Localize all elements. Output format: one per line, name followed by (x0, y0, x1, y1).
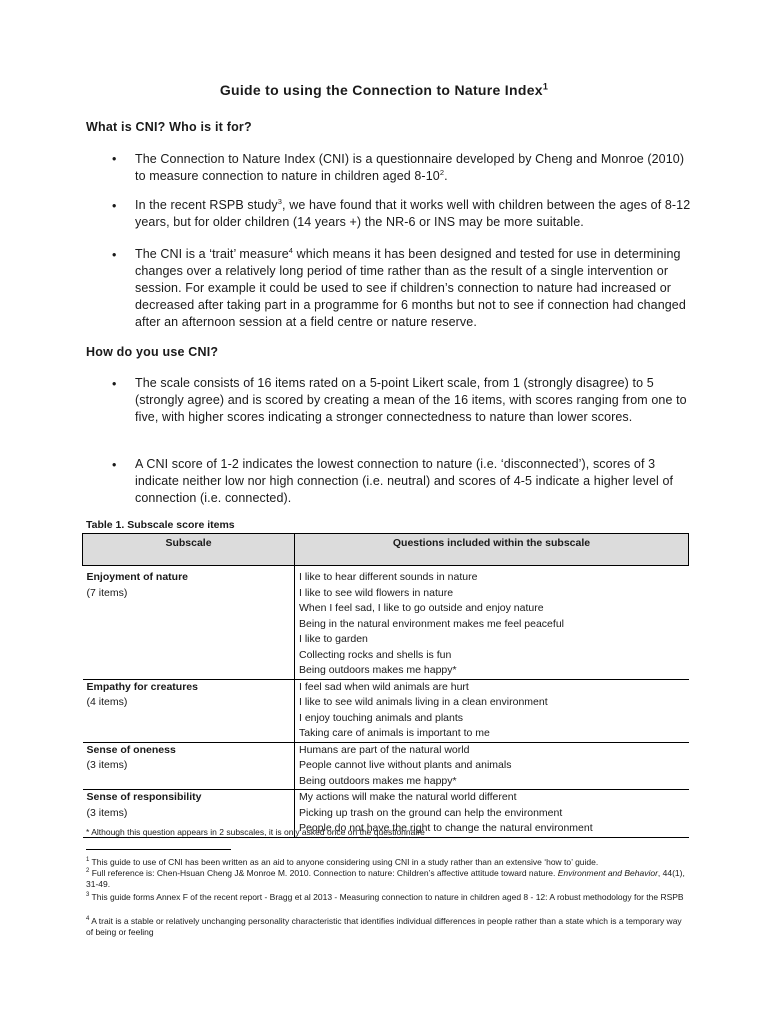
title-text: Guide to using the Connection to Nature Index (219, 82, 543, 98)
footnote-ref: 4 (288, 245, 294, 255)
question-item: My actions will make the natural world different (299, 791, 517, 803)
question-item: Picking up trash on the ground can help the environment (299, 806, 563, 819)
header-questions: Questions included within the subscale (295, 534, 689, 566)
question-item: Taking care of animals is important to me (299, 727, 490, 739)
table-note: * Although this question appears in 2 subscales, it is only asked once on the questionnaire (86, 827, 425, 837)
subscale-name: Sense of responsibility (86, 791, 202, 803)
question-item: People cannot live without plants and animals (299, 759, 512, 771)
question-item: People do not have the right to change the natural environment (299, 822, 593, 834)
question-item: Collecting rocks and shells is fun (299, 648, 452, 661)
subscale-count: (4 items) (86, 696, 128, 708)
title-footnote-ref: 1 (542, 81, 549, 92)
question-item: Being outdoors makes me happy* (299, 774, 457, 787)
subscale-count: (3 items) (86, 806, 128, 819)
table-header-row (83, 534, 689, 566)
bullet-text-age-range: In the recent RSPB study$^3$, we have found that it works well with children between the ages of 8-12 years, but for older children (14 years +) the NR-6 or INS may be more suitable. (135, 196, 691, 229)
footnote-ref: 3 (277, 196, 283, 206)
footnote-2: $^2$ Full reference is: Chen-Hsuan Cheng J& Monroe M. 2010. Connection to nature: Children’s affective attitude toward nature. Environment and Behavior, 44(1), 31-49. (86, 868, 685, 889)
footnote-ref: 2 (439, 167, 445, 177)
bullet-text-score-meaning: A CNI score of 1-2 indicates the lowest connection to nature (i.e. ‘disconnected’), scores of 3 indicate neither low nor high connection (i.e. neutral) and scores of 4-5 indicate a higher level of connection (i.e. connected). (135, 457, 674, 505)
question-item: Being outdoors makes me happy* (299, 664, 457, 676)
subscale-cell (83, 570, 295, 679)
subscale-cell (83, 679, 295, 742)
table-row (83, 570, 689, 679)
table-caption: Table 1. Subscale score items (86, 519, 235, 531)
footnote-1: $^1$ This guide to use of CNI has been written as an aid to anyone considering using CNI in a study rather than an extensive ‘how to’ guide. (86, 857, 599, 867)
questions-cell (295, 570, 689, 679)
header-subscale: Subscale (83, 534, 295, 566)
subscale-cell (83, 742, 295, 790)
bullet-marker: • (112, 152, 117, 166)
bullet-marker: • (112, 248, 117, 262)
table-row (83, 742, 689, 790)
subscale-name: Enjoyment of nature (86, 571, 189, 583)
question-item: I like to see wild animals living in a clean environment (299, 696, 548, 708)
question-item: I like to garden (299, 633, 368, 645)
subscale-name: Sense of oneness (86, 743, 176, 756)
subscale-name: Empathy for creatures (86, 680, 198, 693)
footnote-3: $^3$ This guide forms Annex F of the recent report - Bragg et al 2013 - Measuring connection to nature in children aged 8 - 12: A robust methodology for the RSPB (86, 892, 684, 902)
footnote-4: $^4$ A trait is a stable or relatively unchanging personality characteristic that identifies individual differences in people rather than a state which is a temporary way of being or feeling (86, 916, 682, 937)
bullet-text-trait-measure: The CNI is a ‘trait’ measure$^4$ which means it has been designed and tested for use in determining changes over a relatively long period of time rather than as the result of a single intervention or session. For example it could be used to see if children’s connection to nature had increased or decreased after taking part in a programme for 6 months but not to see if connection had changed after an afternoon session at a field centre or nature reserve. (135, 245, 686, 329)
footnote-divider (86, 849, 231, 850)
section-heading-how-to-use: How do you use CNI? (86, 345, 219, 359)
bullet-text-cni-definition: The Connection to Nature Index (CNI) is a questionnaire developed by Cheng and Monroe (2010) to measure connection to nature in children aged $8-10^2$. (135, 152, 685, 183)
bullet-marker: • (112, 199, 117, 213)
section-heading-what-is-cni: What is CNI? Who is it for? (86, 120, 252, 134)
question-item: I like to hear different sounds in nature (299, 571, 478, 583)
questions-cell (295, 679, 689, 742)
bullet-marker: • (112, 377, 117, 391)
subscale-count: (7 items) (86, 586, 128, 599)
question-item: I like to see wild flowers in nature (299, 586, 454, 599)
question-item: When I feel sad, I like to go outside and enjoy nature (299, 602, 544, 614)
question-item: I enjoy touching animals and plants (299, 711, 464, 724)
document-title (0, 82, 768, 98)
question-item: Humans are part of the natural world (299, 743, 470, 756)
question-item: I feel sad when wild animals are hurt (299, 680, 469, 693)
subscale-table (82, 533, 689, 838)
question-item: Being in the natural environment makes me feel peaceful (299, 617, 564, 630)
table-row (83, 679, 689, 742)
bullet-text-scale: The scale consists of 16 items rated on a 5-point Likert scale, from 1 (strongly disagree) to 5 (strongly agree) and is scored by creating a mean of the 16 items, with scores ranging from one to five, with higher scores indicating a stronger connectedness to nature than lower scores. (135, 376, 687, 424)
bullet-marker: • (112, 458, 117, 472)
subscale-count: (3 items) (86, 759, 128, 771)
questions-cell (295, 742, 689, 790)
